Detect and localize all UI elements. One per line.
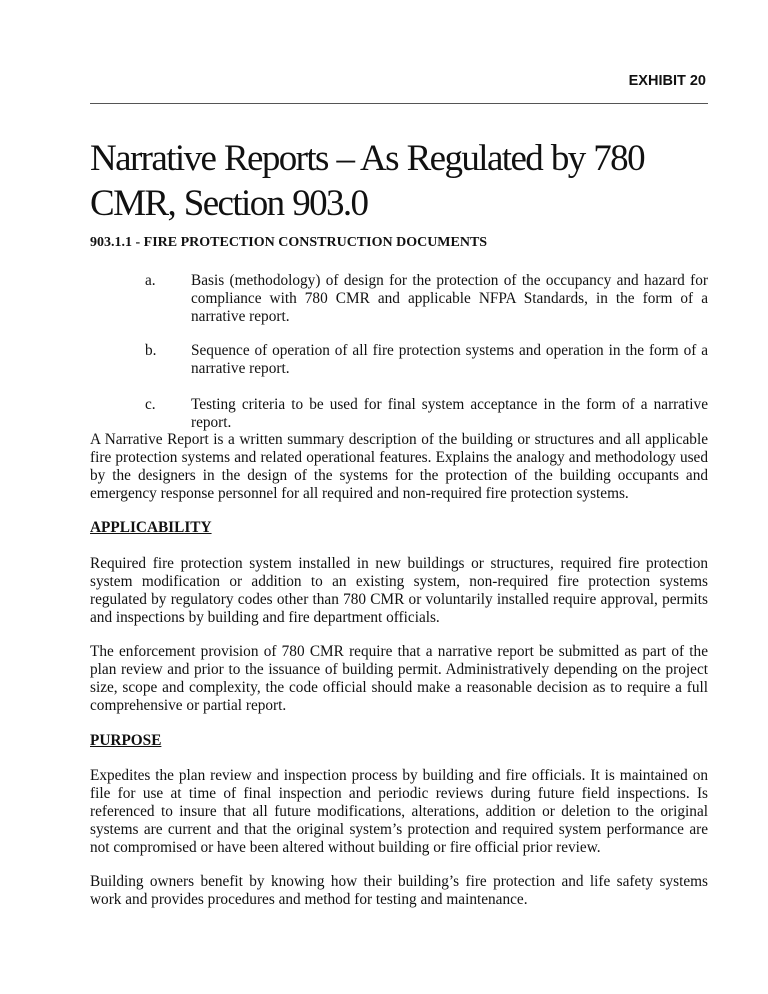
list-item-b <box>145 342 708 378</box>
list-item-text: Testing criteria to be used for final system acceptance in the form of a narrative report. <box>191 396 708 431</box>
purpose-paragraph-1: Expedites the plan review and inspection process by building and fire officials. It is maintained on file for use at time of final inspection and periodic reviews during future field inspections. Is referenced to insure that all future modifications, alterations, addition or deletion to the original systems are current and that the original system’s protection and required system performance are not compromised or have been altered without building or fire official prior review. <box>90 767 708 856</box>
exhibit-label: EXHIBIT 20 <box>628 73 706 89</box>
applicability-paragraph-2: The enforcement provision of 780 CMR require that a narrative report be submitted as part of the plan review and prior to the issuance of building permit. Administratively depending on the project size, scope and complexity, the code official should make a reasonable decision as to require a full comprehensive or partial report. <box>90 643 708 714</box>
list-item-letter: a. <box>145 272 156 289</box>
document-title: Narrative Reports – As Regulated by 780 CMR, Section 903.0 <box>90 138 644 224</box>
list-item-letter: c. <box>145 396 156 413</box>
intro-paragraph: A Narrative Report is a written summary description of the building or structures and all applicable fire protection systems and related operational features. Explains the analogy and methodology used by the designers in the design of the systems for the protection of the building occupants and emergency response personnel for all required and non-required fire protection systems. <box>90 431 708 502</box>
section-heading: 903.1.1 - FIRE PROTECTION CONSTRUCTION DOCUMENTS <box>90 235 488 250</box>
header-divider <box>90 103 708 104</box>
applicability-paragraph-1: Required fire protection system installed in new buildings or structures, required fire protection system modification or addition to an existing system, non-required fire protection systems regulated by regulatory codes other than 780 CMR or voluntarily installed require approval, permits and inspections by building and fire department officials. <box>90 555 708 626</box>
list-item-a <box>145 272 708 326</box>
purpose-heading: PURPOSE <box>90 732 162 749</box>
list-item-text: Sequence of operation of all fire protection systems and operation in the form of a narrative report. <box>191 342 708 377</box>
list-item-c <box>145 396 708 432</box>
purpose-paragraph-2: Building owners benefit by knowing how their building’s fire protection and life safety systems work and provides procedures and method for testing and maintenance. <box>90 873 708 908</box>
list-item-letter: b. <box>145 342 157 359</box>
list-item-text: Basis (methodology) of design for the protection of the occupancy and hazard for compliance with 780 CMR and applicable NFPA Standards, in the form of a narrative report. <box>191 272 708 325</box>
applicability-heading: APPLICABILITY <box>90 519 212 536</box>
